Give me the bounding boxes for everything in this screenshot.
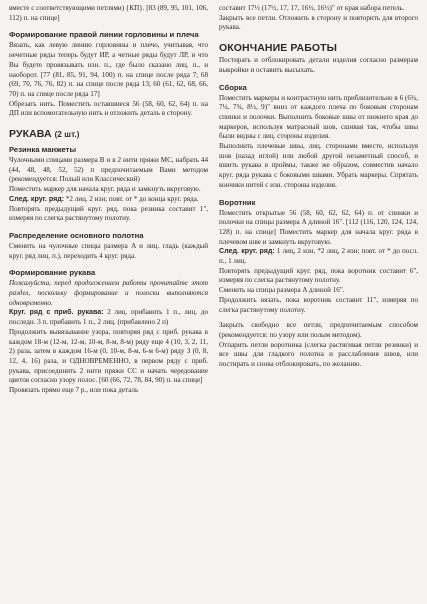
cuff-repeat-paragraph: Повторять предыдущий круг. ряд, пока резинка составит 1", измеряя по слегка растянутому полотну. [9,204,208,223]
sleeve-last-paragraph: Провязать прямо еще 7 р., или пока деталь [9,386,139,395]
collar-needle-change-paragraph: Сменить на спицы размера A длиной 16". [219,286,345,295]
assembly-heading: Сборка [219,82,247,92]
collar-round-label: След. круг. ряд: [219,247,275,256]
finishing-heading: ОКОНЧАНИЕ РАБОТЫ [219,42,338,55]
increase-round-label: Круг. ряд с приб. рукава: [9,308,104,317]
sleeves-title: РУКАВА [9,128,52,141]
increase-round-text: 2 лиц. прибавить 1 п., лиц. до последн. 3 п. прибавить 1 п., 2 лиц. (прибавлено 2 п) [9,308,208,327]
sleeve-continue-paragraph: Продолжить вывязывание узора, повторяя ряд с приб. рукава в каждом 18-м (12-м, 12-м, 10-м, 8-м, 8-м) ряду еще 4 (10, 3, 2, 11, 2) раза, затем в каждом 16-м (0, 10-м, 8-м, 6-м 6-м) ряду 3 (0, 8, 12, 4, 16) раза, и ОДНОВРЕМЕННО, в первом ряду с приб. рукава, присоединить 2 нити пряжи CC и начать чередование цветов согласно узору полос. [60 (66, 72, 78, 84, 90) п. на спице] [9,327,208,385]
collar-heading: Воротник [219,197,256,207]
right-column [219,4,418,604]
right-neck-heading: Формирование правой линии горловины и плеча [9,30,199,40]
sleeve-shaping-note: Пожалуйста, перед продолжением работы прочитайте этот раздел, поскольку формирование и полоски выполняются одновременно. [9,279,208,307]
sleeve-shaping-heading: Формирование рукава [9,268,96,278]
collar-bind-off-paragraph: Закрыть свободно все петли, предпочитаемым способом (рекомендуется: по узору или полым методом). [219,321,418,339]
cuff-next-round [9,195,208,205]
bind-off-paragraph: Закрыть все петли. Отложить в сторону и повторить для второго рукава. [219,13,418,32]
cuff-cast-on-paragraph: Чулочными спицами размера B и в 2 нити пряжи МС, набрать 44 (44, 48, 48, 52, 52) п предпочитаемым Вами методом (рекомендуется: Полый или Классический) [9,156,208,184]
collar-next-round [219,247,418,266]
assembly-shoulder-seams-paragraph: Выполнить плечевые швы, лиц. сторонами вместе, используя шов (назад иглой) или любой другой незаметный способ, и вшить рукава в проймы, также же образом, совместив начало круг. ряда рукава с боковыми швами. Убрать маркеры. Спрятать кончики нитей с изн. стороны изделия. [219,142,418,189]
right-neck-paragraph: Вязать, как левую линию горловины и плечо, учитывая, что нечетные ряды теперь будут ИР, а четные ряды будут ЛР, и что Вы будете провязывать изн. п., где было сказано лиц. п., и наоборот. [77 (81, 85, 91, 94, 100) п. на спице после ряда 7; 68 (69, 70, 76, 76, 82) п. на спице после ряда 13; 60 (61, 62, 68, 66, 70) п. на спице после ряда 17] [9,41,208,98]
body-distribution-paragraph: Сменить на чулочные спицы размера A и лиц. гладь (каждый круг. ряд лиц. п.), переходить 4 круг. ряда. [9,241,208,260]
intro-paragraph: вместе с соответствующими петлями) {КП}. [83 (89, 95, 101, 106, 112) п. на спице] [9,4,208,22]
sleeve-length-paragraph: составит 17½ (17½, 17, 17, 16½, 16½)" от края набора петель. [219,4,405,12]
collar-repeat-paragraph: Повторять предыдущий круг. ряд, пока воротник составит 6", измеряя по слегка растянутому полотну. [219,266,418,285]
left-column [9,4,208,604]
body-distribution-heading: Распределение основного полотна [9,230,144,240]
next-round-text: *2 лиц. 2 изн; повт. от * до конца круг. ряда. [65,194,199,203]
collar-pickup-paragraph: Поместить открытые 56 (58, 60, 62, 62, 64) п. от спинки и полочки на спицы размера A длиной 16". [112 (116, 120, 124, 124, 128) п. на спице] Поместить маркер для начала круг. ряда в плечевом шве и замкнуть вкруговую. [219,208,418,246]
sleeves-heading [9,128,208,141]
cuff-heading: Резинка манжеты [9,145,77,155]
collar-steam-paragraph: Отпарить петли воротника (слегка растягивая петли резинки) и все швы для гладкого полотна и расслабления швов, или постирать и снова отблокировать, по желанию. [219,340,418,369]
next-round-label: След. круг. ряд: [9,194,65,203]
collar-round-text: 1 лиц, 2 изн, *2 лиц, 2 изн; повт. от * до посл. п., 1 лиц. [219,247,418,266]
assembly-side-seams-paragraph: Поместить маркеры и контрастную нить приблизительно в 6 (6¾, 7¼, 7¾, 8½, 9)" вниз от каждого плеча по боковым сторонам спинки и полочки. Выполнить боковые швы от нижнего края до маркеров, используя матрасный шов, сшивая так, чтобы швы были видны с лиц. стороны изделия. [219,93,418,141]
cut-yarn-paragraph: Обрезать нить. Поместить оставшиеся 56 (58, 60, 62, 64) п. на ДП или вспомогательную нить и отложить деталь в сторону. [9,99,208,118]
cuff-join-paragraph: Поместить маркер для начала круг. ряда и замкнуть вкруговую. [9,185,201,194]
sleeve-increase-round [9,308,208,327]
collar-continue-paragraph: Продолжить вязать, пока воротник составит 11", измеряя по слегка растянутому полотну. [219,295,418,314]
sleeves-count: (2 шт.) [54,130,80,140]
finishing-paragraph: Постирать и отблокировать детали изделия согласно размерам выкройки и оставить высыхать. [219,56,418,74]
